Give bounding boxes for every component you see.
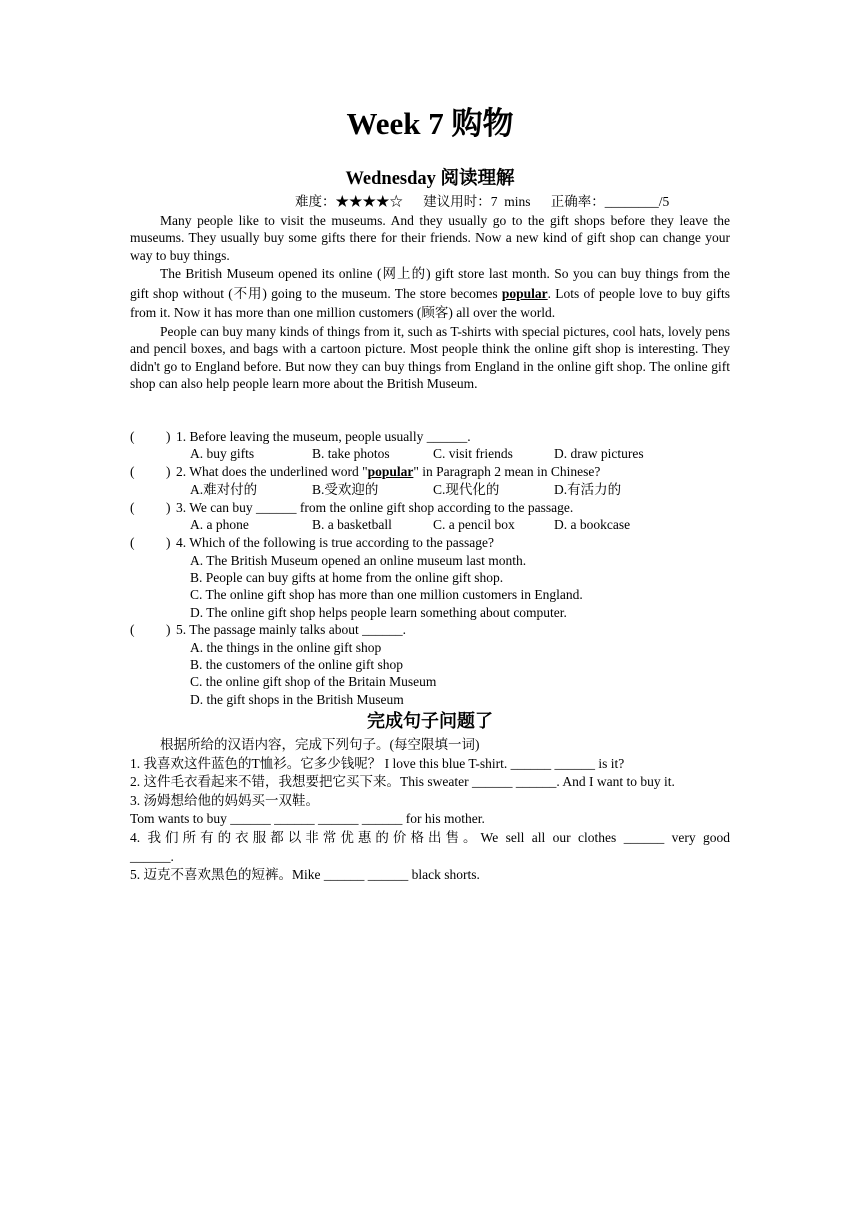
question-1-options xyxy=(130,445,730,463)
sentence-4-cont[interactable]: ______. xyxy=(130,848,174,864)
option-c[interactable]: C. The online gift shop has more than one million customers in England. xyxy=(190,587,583,603)
section2-title: 完成句子问题了 xyxy=(367,711,493,732)
option-d[interactable]: D. a bookcase xyxy=(554,517,631,533)
question-5 xyxy=(130,621,730,638)
option-d[interactable]: D. draw pictures xyxy=(554,446,644,462)
answer-paren-close: ) xyxy=(166,464,171,480)
answer-paren-close: ) xyxy=(166,622,171,638)
option-c[interactable]: C. visit friends xyxy=(433,446,513,462)
option-b[interactable]: B. take photos xyxy=(312,446,390,462)
question-2-options xyxy=(130,481,730,499)
option-c[interactable]: C. a pencil box xyxy=(433,517,515,533)
question-stem: 1. Before leaving the museum, people usually ______. xyxy=(176,429,471,444)
question-3 xyxy=(130,499,730,516)
option-a[interactable]: A. a phone xyxy=(190,517,249,533)
answer-paren-open[interactable]: ( xyxy=(130,535,135,551)
accuracy-label: 正确率：________/5 xyxy=(550,194,670,209)
option-d[interactable]: D. The online gift shop helps people learn something about computer. xyxy=(190,604,567,620)
underlined-word: popular xyxy=(367,464,414,480)
question-1 xyxy=(130,428,730,445)
section2-instruction: 根据所给的汉语内容，完成下列句子。(每空限填一词) xyxy=(160,737,480,752)
sentence-3-chinese: 3. 汤姆想给他的妈妈买一双鞋。 xyxy=(130,792,319,808)
answer-paren-open[interactable]: ( xyxy=(130,464,135,480)
option-c[interactable]: C.现代化的 xyxy=(433,481,500,497)
paragraph-3: People can buy many kinds of things from it, such as T-shirts with special pictures, cool hats, lovely pens and pencil boxes, and bags with a cartoon picture. Most people think the online gift shop is interesting. They didn't go to England before. But now they can buy things from England in the online gift shop. The online gift shop can also help people learn more about the British Museum. xyxy=(130,323,730,391)
sentence-5[interactable]: 5. 迈克不喜欢黑色的短裤。Mike ______ ______ black shorts. xyxy=(130,867,480,883)
option-b[interactable]: B.受欢迎的 xyxy=(312,481,379,497)
question-stem: 3. We can buy ______ from the online gift shop according to the passage. xyxy=(176,499,574,515)
option-a[interactable]: A. buy gifts xyxy=(190,446,255,462)
answer-paren-close: ) xyxy=(166,535,171,551)
section-subtitle: Wednesday 阅读理解 xyxy=(345,169,515,189)
option-b[interactable]: B. a basketball xyxy=(312,517,392,533)
sentence-3[interactable]: Tom wants to buy ______ ______ ______ ______ for his mother. xyxy=(130,811,485,827)
question-3-options xyxy=(130,516,730,534)
option-a[interactable]: A. the things in the online gift shop xyxy=(190,639,382,655)
exercise-meta xyxy=(295,193,669,211)
question-stem: 2. What does the underlined word "popular" in Paragraph 2 mean in Chinese? xyxy=(176,464,601,480)
answer-paren-close: ) xyxy=(166,499,171,515)
difficulty-label: 难度： xyxy=(295,194,336,209)
question-stem: 4. Which of the following is true according to the passage? xyxy=(176,535,495,551)
sentence-2[interactable]: 2. 这件毛衣看起来不错，我想要把它买下来。This sweater ______ ______. And I want to buy it. xyxy=(130,774,675,790)
option-a[interactable]: A.难对付的 xyxy=(190,481,258,497)
paragraph-2: The British Museum opened its online (网上的) gift store last month. So you can buy things from the gift shop without (不用) going to the museum. The store becomes popular. Lots of people love to buy gifts from it. Now it has more than one million customers (顾客) all over the world. xyxy=(130,266,730,321)
question-stem: 5. The passage mainly talks about ______. xyxy=(176,622,406,638)
paragraph-1: Many people like to visit the museums. And they usually go to the gift shops before they leave the museums. They usually buy some gifts there for their friends. Now a new kind of gift shop can change your way to buy things. xyxy=(130,213,730,263)
answer-paren-close: ) xyxy=(166,429,171,444)
option-c[interactable]: C. the online gift shop of the Britain Museum xyxy=(190,674,437,690)
question-4 xyxy=(130,534,730,551)
sentence-completion xyxy=(130,736,730,885)
underlined-word: popular xyxy=(501,285,548,301)
option-b[interactable]: B. People can buy gifts at home from the online gift shop. xyxy=(190,569,504,585)
difficulty-stars: ★★★★☆ xyxy=(335,194,403,209)
reading-passage xyxy=(130,212,730,392)
time-label: 建议用时：7 mins xyxy=(423,194,531,209)
sentence-1[interactable]: 1. 我喜欢这件蓝色的T恤衫。它多少钱呢？ I love this blue T-shirt. ______ ______ is it? xyxy=(130,755,625,771)
answer-paren-open[interactable]: ( xyxy=(130,499,135,515)
question-list xyxy=(130,428,730,708)
page-title: Week 7 购物 xyxy=(346,106,514,141)
answer-paren-open[interactable]: ( xyxy=(130,429,135,444)
option-d[interactable]: D.有活力的 xyxy=(554,481,622,497)
question-2 xyxy=(130,463,730,480)
option-b[interactable]: B. the customers of the online gift shop xyxy=(190,656,403,672)
answer-paren-open[interactable]: ( xyxy=(130,622,135,638)
option-a[interactable]: A. The British Museum opened an online museum last month. xyxy=(190,552,527,568)
sentence-4[interactable]: 4. 我们所有的衣服都以非常优惠的价格出售。We sell all our clothes ______ very good xyxy=(130,829,730,845)
option-d[interactable]: D. the gift shops in the British Museum xyxy=(190,691,404,707)
